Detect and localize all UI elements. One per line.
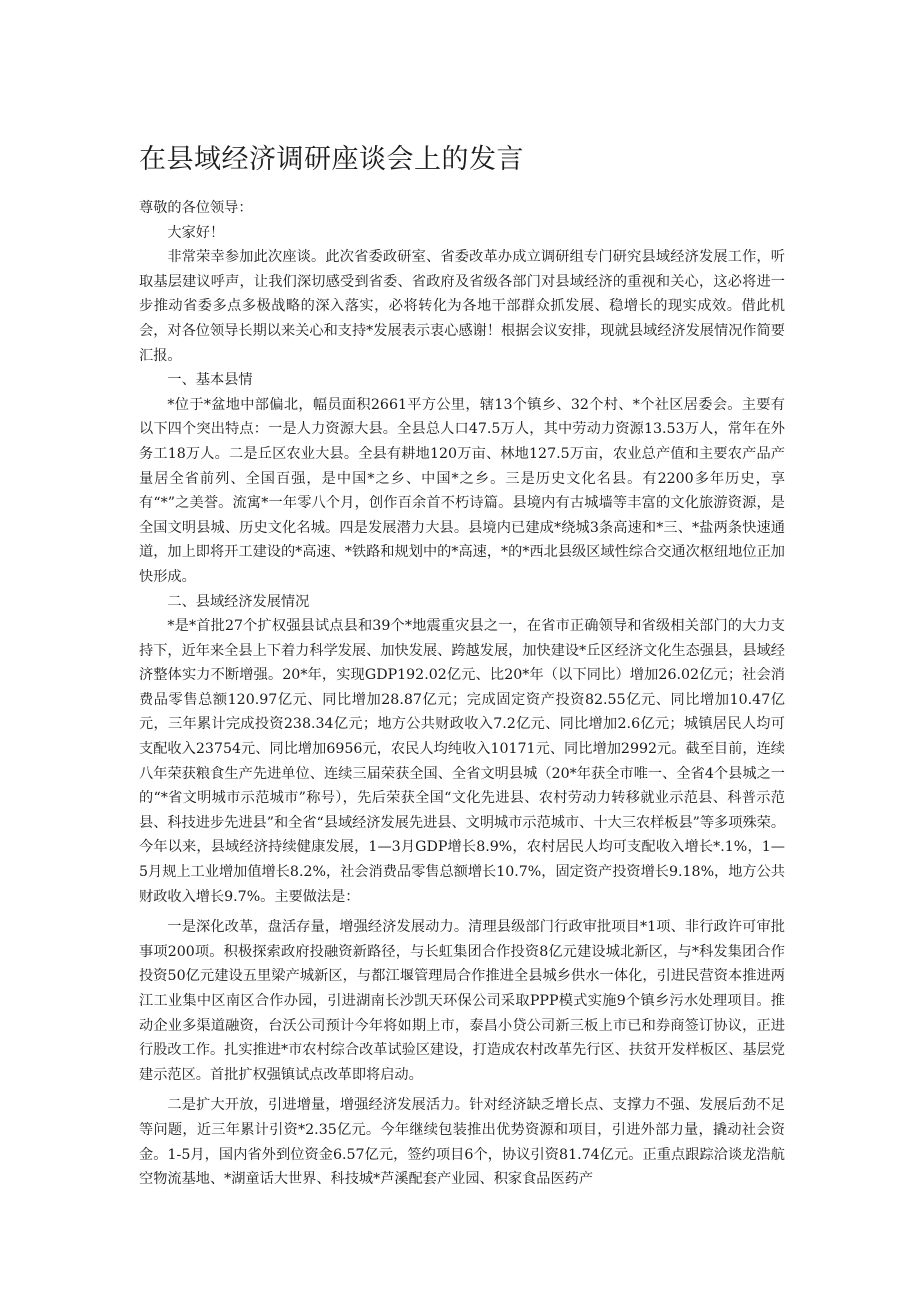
greeting: 大家好！ [167, 224, 225, 241]
paragraph-reform: 一是深化改革，盘活存量，增强经济发展动力。清理县级部门行政审批项目*1项、非行政许可审批事项200项。积极探索政府投融资新路径，与长虹集团合作投资8亿元建设城北新区，与*科发集团合作投资50亿元建设五里梁产城新区，与都江堰管理局合作推进全县城乡供水一体化，引进民营资本推进两江工业集中区南区合作办园，引进湖南长沙凯天环保公司采取PPP模式实施9个镇乡污水处理项目。推动企业多渠道融资，台沃公司预计今年将如期上市，泰昌小贷公司新三板上市已和券商签订协议，正进行股改工作。扎实推进*市农村综合改革试验区建设，打造成农村改革先行区、扶贫开发样板区、基层党建示范区。首批扩权强镇试点改革即将启动。 [139, 919, 785, 1083]
document-title: 在县域经济调研座谈会上的发言 [139, 144, 524, 175]
section-heading-development: 二、县域经济发展情况 [167, 593, 310, 610]
paragraph-opening: 二是扩大开放，引进增量，增强经济发展活力。针对经济缺乏增长点、支撑力不强、发展后劲不足等问题，近三年累计引资*2.35亿元。今年继续包装推出优势资源和项目，引进外部力量，撬动社会资金。1-5月，国内省外到位资金6.57亿元，签约项目6个，协议引资81.74亿元。正重点跟踪洽谈龙浩航空物流基地、*湖童话大世界、科技城*芦溪配套产业园、积家食品医药产 [139, 1097, 785, 1188]
section-heading-basic: 一、基本县情 [167, 372, 253, 389]
paragraph-basic-info: *位于*盆地中部偏北，幅员面积2661平方公里，辖13个镇乡、32个村、*个社区居委会。主要有以下四个突出特点：一是人力资源大县。全县总人口47.5万人，其中劳动力资源13.53万人，常年在外务工18万人。二是丘区农业大县。全县有耕地120万亩、林地127.5万亩，农业总产值和主要农产品产量居全省前列、全国百强，是中国*之乡、中国*之乡。三是历史文化名县。有2200多年历史，享有“*”之美誉。流寓*一年零八个月，创作百余首不朽诗篇。县境内有古城墙等丰富的文化旅游资源，是全国文明县城、历史文化名城。四是发展潜力大县。县境内已建成*绕城3条高速和*三、*盐两条快速通道，加上即将开工建设的*高速、*铁路和规划中的*高速，*的*西北县级区域性综合交通次枢纽地位正加快形成。 [139, 396, 785, 585]
paragraph-development: *是*首批27个扩权强县试点县和39个*地震重灾县之一，在省市正确领导和省级相关部门的大力支持下，近年来全县上下着力科学发展、加快发展、跨越发展，加快建设*丘区经济文化生态强县，县域经济整体实力不断增强。20*年，实现GDP192.02亿元、比20*年（以下同比）增加26.02亿元；社会消费品零售总额120.97亿元、同比增加28.87亿元；完成固定资产投资82.55亿元、同比增加10.47亿元，三年累计完成投资238.34亿元；地方公共财政收入7.2亿元、同比增加2.6亿元；城镇居民人均可支配收入23754元、同比增加6956元，农民人均纯收入10171元、同比增加2992元。截至目前，连续八年荣获粮食生产先进单位、连续三届荣获全国、全省文明县城（20*年获全市唯一、全省4个县城之一的“*省文明城市示范城市”称号），先后荣获全国“文化先进县、农村劳动力转移就业示范县、科普示范县、科技进步先进县”和全省“县域经济发展先进县、文明城市示范城市、十大三农样板县”等多项殊荣。今年以来，县域经济持续健康发展，1—3月GDP增长8.9%，农村居民人均可支配收入增长*.1%，1—5月规上工业增加值增长8.2%，社会消费品零售总额增长10.7%，固定资产投资增长9.18%，地方公共财政收入增长9.7%。主要做法是： [139, 618, 786, 905]
document-body [139, 196, 785, 1192]
salutation: 尊敬的各位领导： [139, 200, 253, 216]
paragraph-intro: 非常荣幸参加此次座谈。此次省委政研室、省委改革办成立调研组专门研究县域经济发展工作，听取基层建议呼声，让我们深切感受到省委、省政府及省级各部门对县域经济的重视和关心，这必将进一步推动省委多点多极战略的深入落实，必将转化为各地干部群众抓发展、稳增长的现实成效。借此机会，对各位领导长期以来关心和支持*发展表示衷心感谢！根据会议安排，现就县域经济发展情况作简要汇报。 [139, 249, 785, 364]
